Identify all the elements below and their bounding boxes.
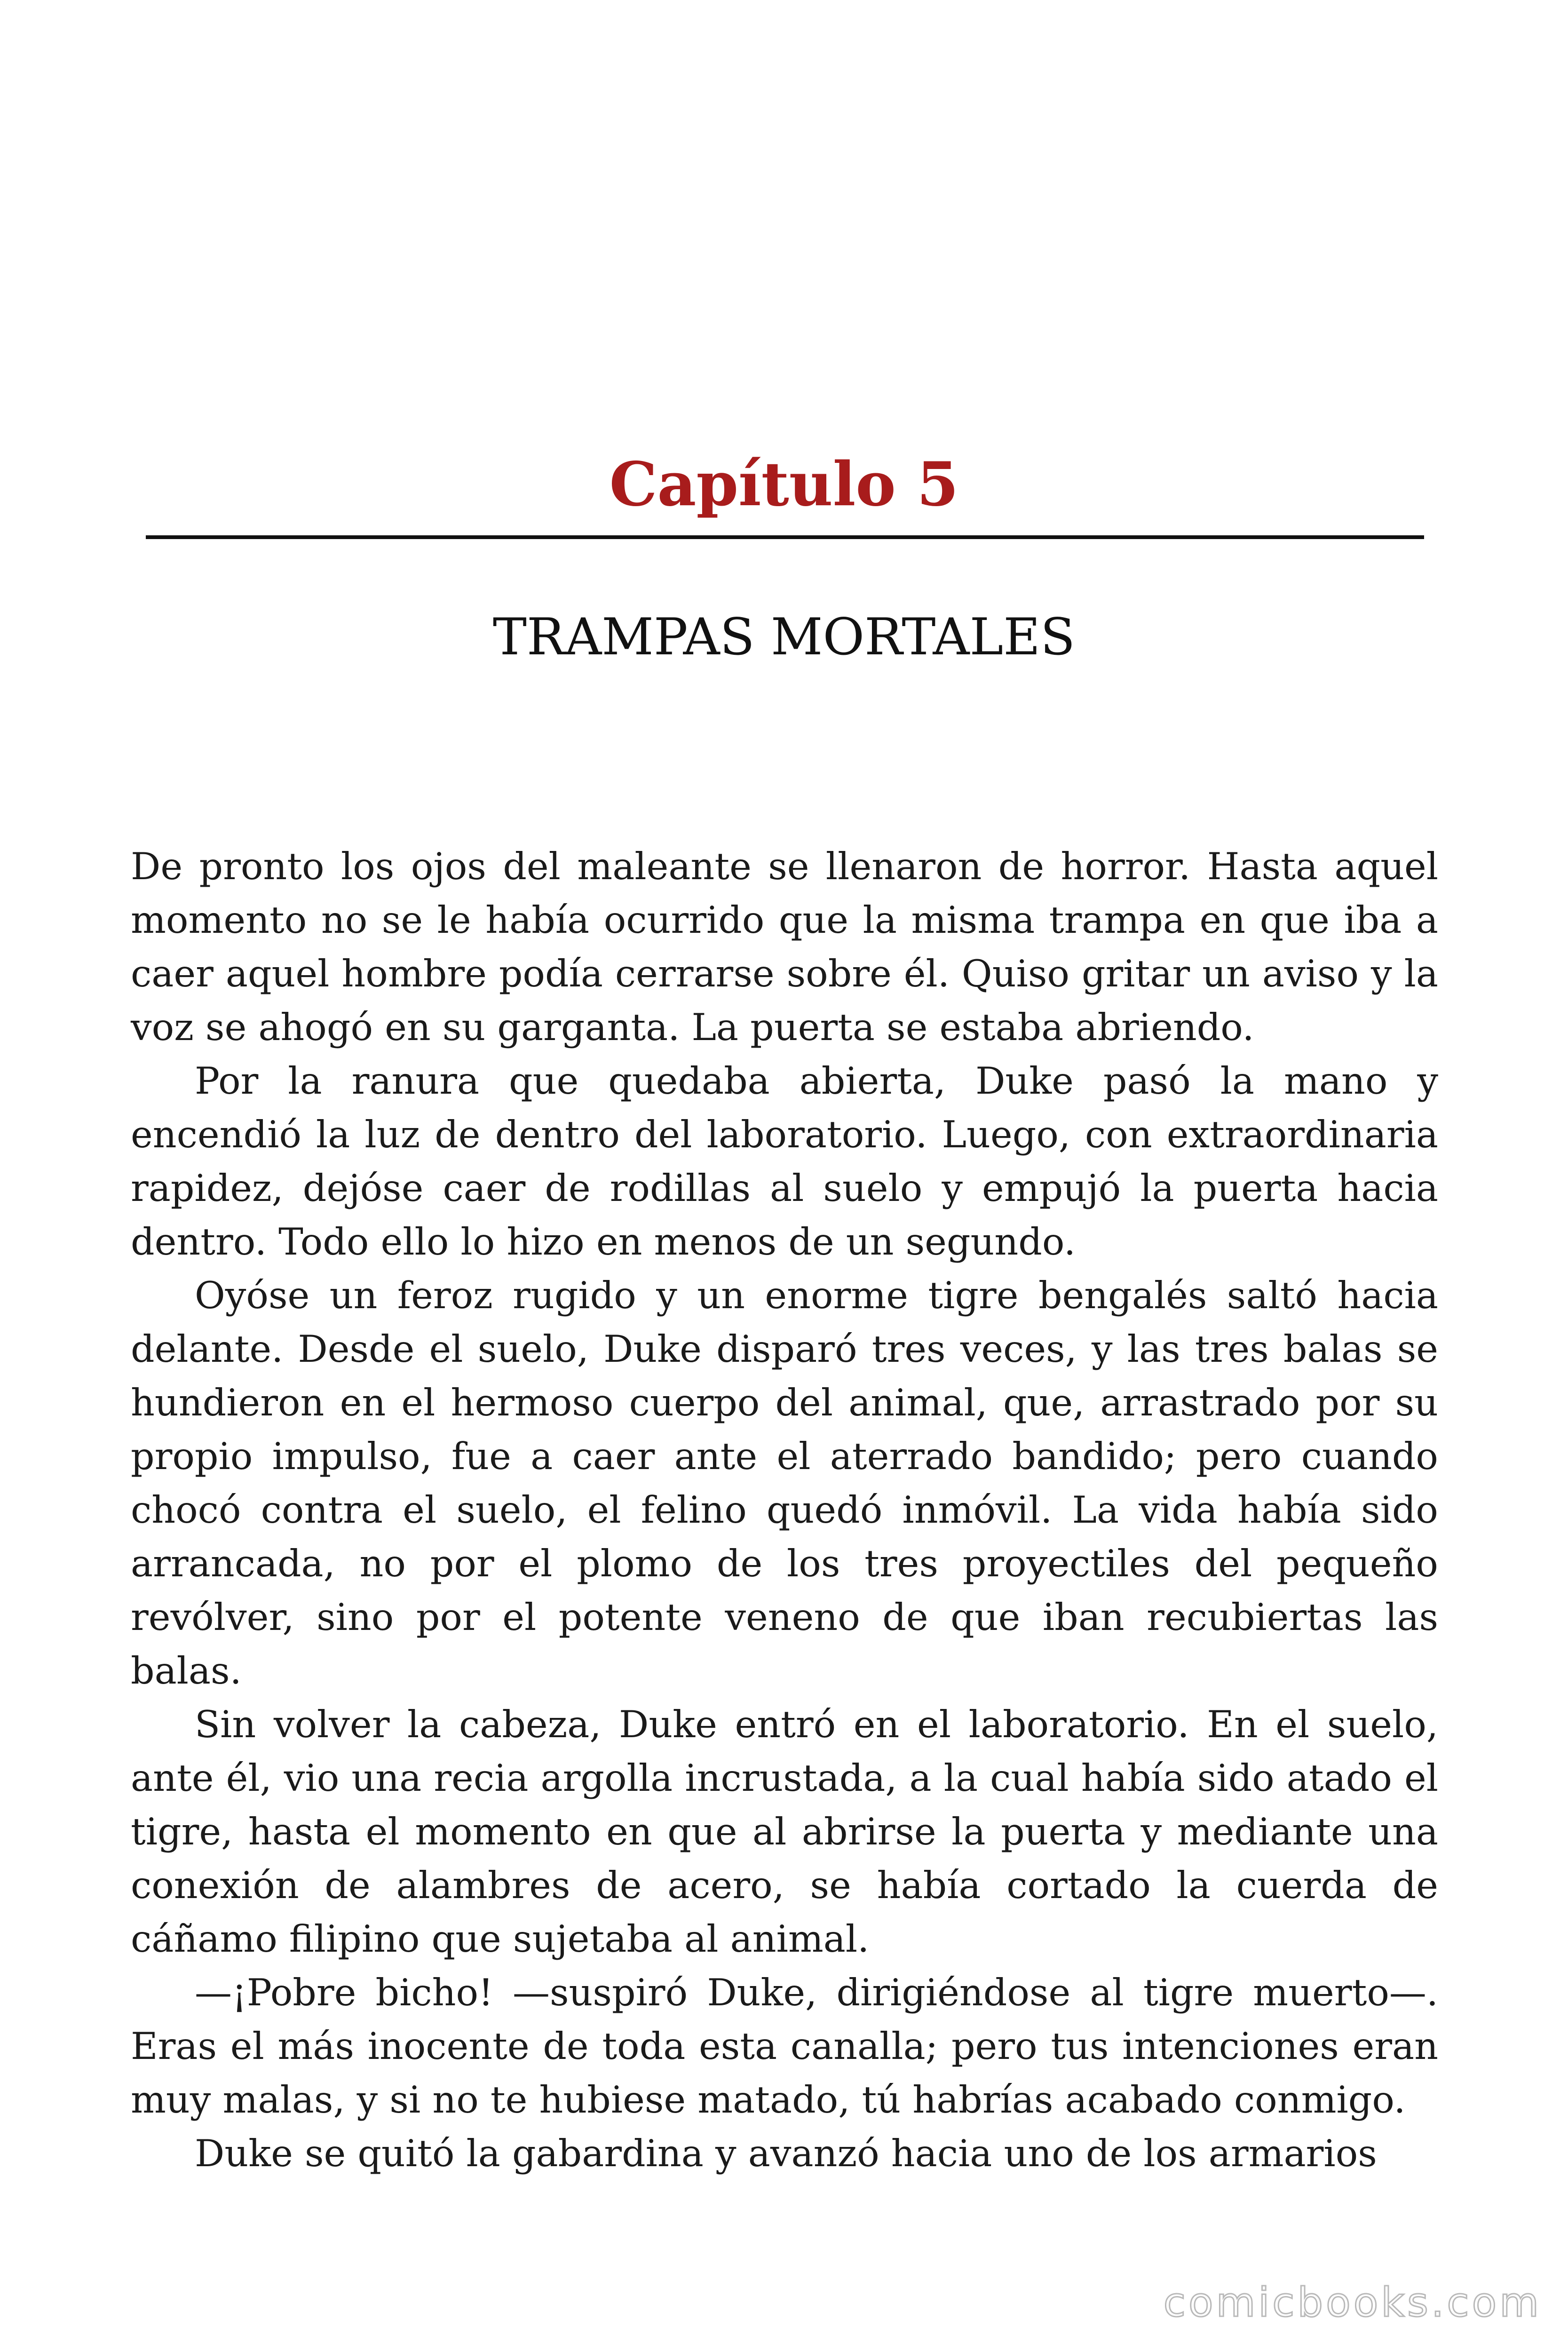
chapter-divider [146, 535, 1424, 539]
paragraph: Por la ranura que quedaba abierta, Duke pasó la mano y encendió la luz de dentro del laboratorio. Luego, con extraordinaria rapidez, dejóse caer de rodillas al suelo y empujó la puerta hacia dentro. Todo ello lo hizo en menos de un segundo. [131, 1059, 1438, 1263]
chapter-number: Capítulo 5 [609, 449, 959, 520]
paragraph: Oyóse un feroz rugido y un enorme tigre bengalés saltó hacia delante. Desde el suelo, Duke disparó tres veces, y las tres balas se hundieron en el hermoso cuerpo del animal, que, arrastrado por su propio impulso, fue a caer ante el aterrado bandido; pero cuando chocó contra el suelo, el felino quedó inmóvil. La vida había sido arrancada, no por el plomo de los tres proyectiles del pequeño revólver, sino por el potente veneno de que iban recubiertas las balas. [131, 1274, 1438, 1692]
paragraph: De pronto los ojos del maleante se llenaron de horror. Hasta aquel momento no se le había ocurrido que la misma trampa en que iba a caer aquel hombre podía cerrarse sobre él. Quiso gritar un aviso y la voz se ahogó en su garganta. La puerta se estaba abriendo. [131, 845, 1438, 1049]
watermark: comicbooks.com [1163, 2279, 1542, 2326]
paragraph: Sin volver la cabeza, Duke entró en el laboratorio. En el suelo, ante él, vio una recia argolla incrustada, a la cual había sido atado el tigre, hasta el momento en que al abrirse la puerta y mediante una conexión de alambres de acero, se había cortado la cuerda de cáñamo filipino que sujetaba al animal. [131, 1703, 1438, 1961]
paragraph: —¡Pobre bicho! —suspiró Duke, dirigiéndose al tigre muerto—. Eras el más inocente de toda esta canalla; pero tus intenciones eran muy malas, y si no te hubiese matado, tú habrías acabado conmigo. [131, 1971, 1438, 2122]
chapter-body [131, 840, 1438, 2180]
chapter-title: TRAMPAS MORTALES [492, 608, 1076, 667]
paragraph: Duke se quitó la gabardina y avanzó hacia uno de los armarios [195, 2132, 1377, 2175]
